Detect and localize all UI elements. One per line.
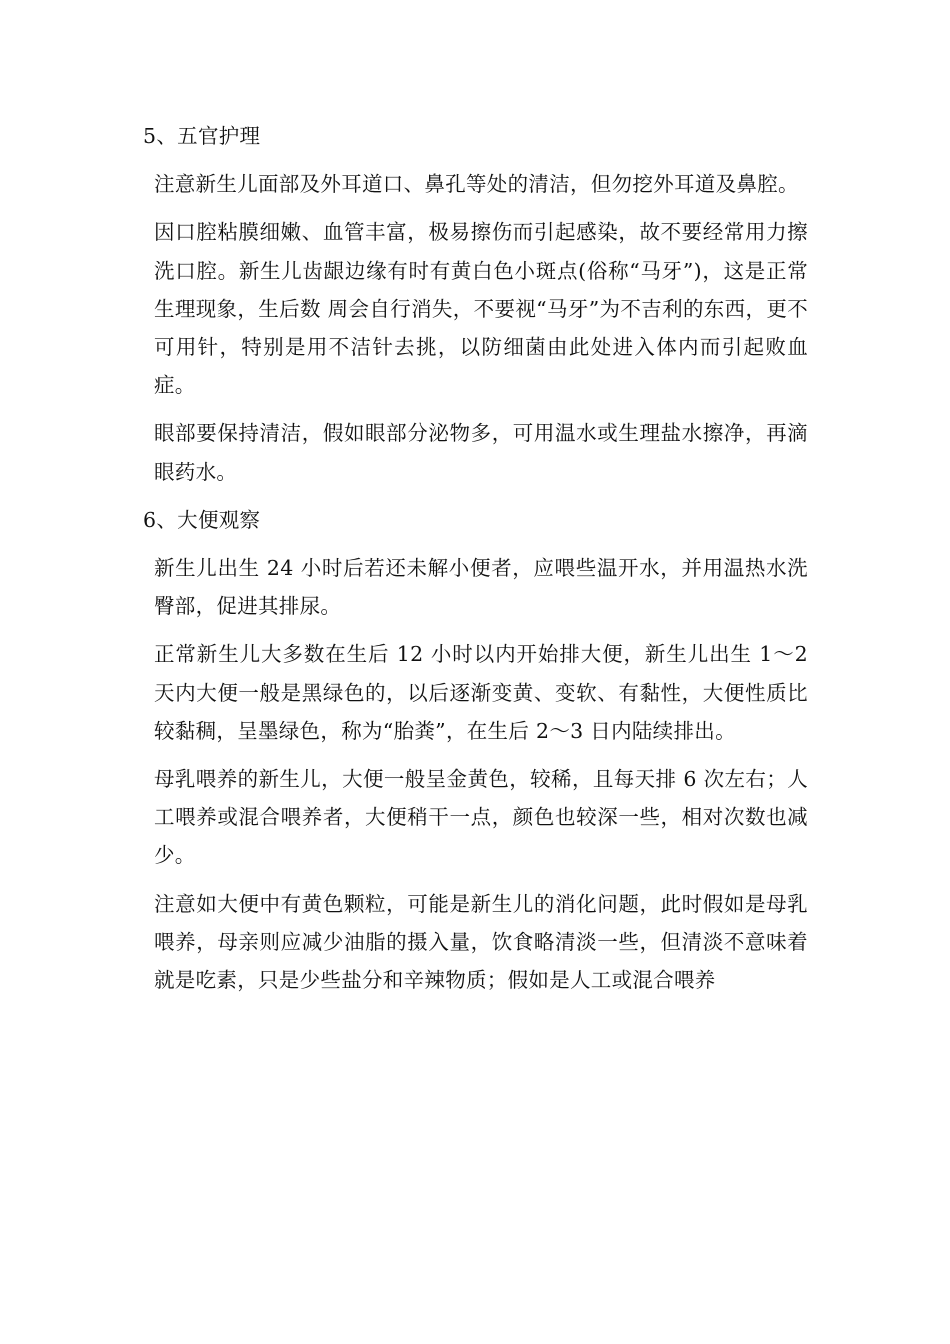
- paragraph-oral-care: 因口腔粘膜细嫩、血管丰富，极易擦伤而引起感染，故不要经常用力擦洗口腔。新生儿齿龈边缘有时有黄白色小斑点(俗称“马牙”)，这是正常生理现象，生后数 周会自行消失，不要视“马牙”为不吉利的东西，更不可用针，特别是用不洁针去挑，以防细菌由此处进入体内而引起败血症。: [154, 220, 808, 398]
- paragraph-face-ear-nose: 注意新生儿面部及外耳道口、鼻孔等处的清洁，但勿挖外耳道及鼻腔。: [154, 172, 799, 197]
- section-heading-facial-care: 5、五官护理: [143, 124, 261, 148]
- paragraph-urination: 新生儿出生 24 小时后若还未解小便者，应喂些温开水，并用温热水洗臀部，促进其排尿。: [154, 556, 808, 619]
- paragraph-yellow-granules: 注意如大便中有黄色颗粒，可能是新生儿的消化问题，此时假如是母乳喂养，母亲则应减少油脂的摄入量，饮食略清淡一些，但清淡不意味着就是吃素，只是少些盐分和辛辣物质；假如是人工或混合喂养: [154, 891, 808, 993]
- document-body: [143, 117, 808, 1009]
- section-heading-stool-observation: 6、大便观察: [143, 507, 261, 532]
- paragraph-meconium: 正常新生儿大多数在生后 12 小时以内开始排大便，新生儿出生 1～2 天内大便一般是黑绿色的，以后逐渐变黄、变软、有黏性，大便性质比较黏稠，呈墨绿色，称为“胎粪”，在生后 2～3 日内陆续排出。: [154, 642, 808, 743]
- paragraph-eye-care: 眼部要保持清洁，假如眼部分泌物多，可用温水或生理盐水擦净，再滴眼药水。: [154, 421, 808, 484]
- paragraph-feeding-stool: 母乳喂养的新生儿，大便一般呈金黄色，较稀，且每天排 6 次左右；人工喂养或混合喂养者，大便稍干一点，颜色也较深一些，相对次数也减少。: [154, 767, 808, 868]
